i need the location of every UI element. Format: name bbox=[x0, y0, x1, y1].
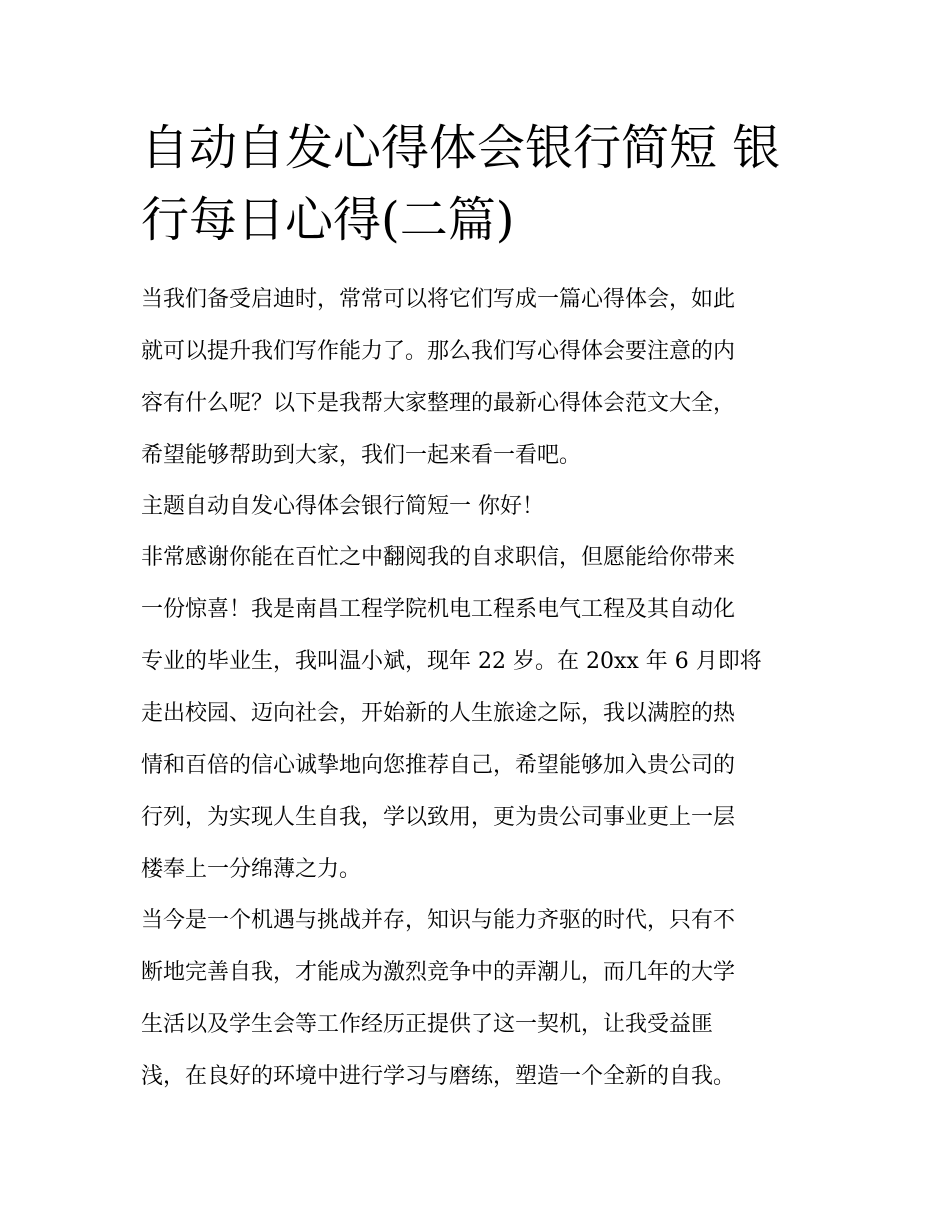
document-body bbox=[141, 280, 821, 1108]
letter-paragraph bbox=[141, 538, 821, 890]
text-line: 走出校园、迈向社会，开始新的人生旅途之际，我以满腔的热 bbox=[141, 701, 736, 726]
text-line: 行列，为实现人生自我，学以致用，更为贵公司事业更上一层 bbox=[141, 805, 736, 830]
document-title bbox=[141, 112, 821, 256]
closing-paragraph bbox=[141, 901, 821, 1097]
text-line: 楼奉上一分绵薄之力。 bbox=[141, 857, 362, 882]
text-line: 断地完善自我，才能成为激烈竞争中的弄潮儿，而几年的大学 bbox=[141, 960, 736, 985]
text-line: 浅，在良好的环境中进行学习与磨练，塑造一个全新的自我。 bbox=[141, 1064, 736, 1089]
text-line: 当今是一个机遇与挑战并存，知识与能力齐驱的时代，只有不 bbox=[141, 908, 736, 933]
text-line: 当我们备受启迪时，常常可以将它们写成一篇心得体会，如此 bbox=[141, 287, 736, 312]
text-line: 就可以提升我们写作能力了。那么我们写心得体会要注意的内 bbox=[141, 339, 736, 364]
text-line: 专业的毕业生，我叫温小斌，现年 22 岁。在 20xx 年 6 月即将 bbox=[141, 649, 762, 674]
text-line: 情和百倍的信心诚挚地向您推荐自己，希望能够加入贵公司的 bbox=[141, 753, 736, 778]
text-line: 容有什么呢？以下是我帮大家整理的最新心得体会范文大全， bbox=[141, 391, 736, 416]
subject-paragraph bbox=[141, 487, 821, 527]
text-line: 主题自动自发心得体会银行简短一 你好！ bbox=[141, 494, 544, 519]
text-line: 非常感谢你能在百忙之中翻阅我的自求职信，但愿能给你带来 bbox=[141, 545, 736, 570]
title-line: 行每日心得(二篇) bbox=[141, 192, 515, 248]
text-line: 一份惊喜！我是南昌工程学院机电工程系电气工程及其自动化 bbox=[141, 597, 736, 622]
title-line: 自动自发心得体会银行简短 银 bbox=[141, 120, 781, 176]
intro-paragraph bbox=[141, 280, 821, 476]
text-line: 希望能够帮助到大家，我们一起来看一看吧。 bbox=[141, 443, 582, 468]
text-line: 生活以及学生会等工作经历正提供了这一契机，让我受益匪 bbox=[141, 1012, 714, 1037]
